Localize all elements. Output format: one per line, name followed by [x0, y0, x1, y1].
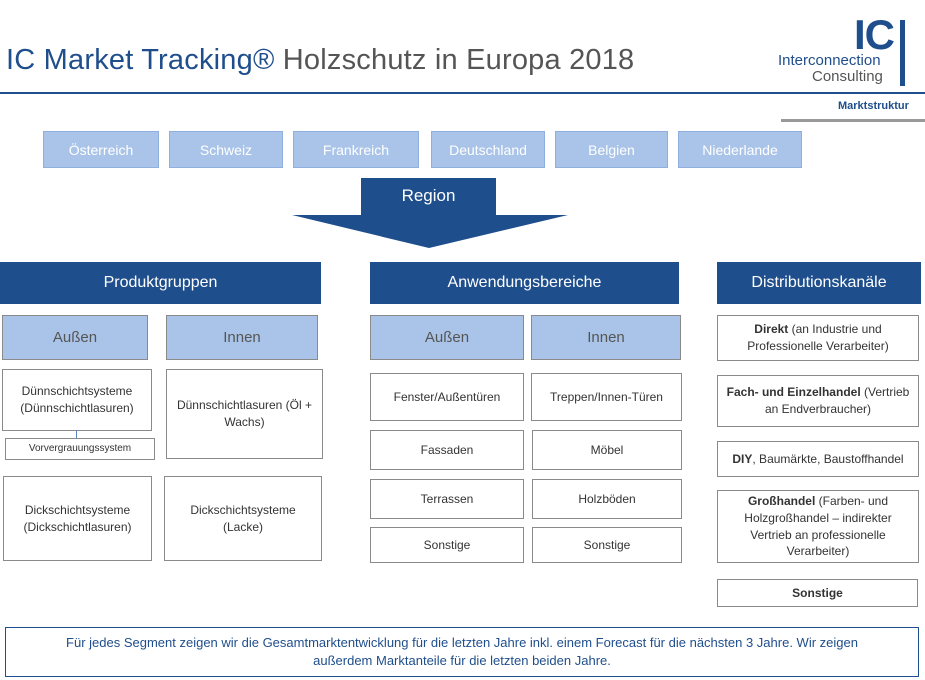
country-niederlande: Niederlande	[678, 131, 802, 168]
box-dickschichtsysteme-lacke: Dickschichtsysteme (Lacke)	[164, 476, 322, 561]
box-vorvergrauungssystem: Vorvergrauungssystem	[5, 438, 155, 460]
grosshandel-rest: (Farben- und Holzgroßhandel – indirekter Vertrieb an professionelle Verarbeiter)	[744, 493, 892, 559]
fach-einzelhandel-rest: (Vertrieb an Endverbraucher)	[764, 385, 910, 416]
distribution-sonstige-bold: Sonstige	[792, 585, 843, 600]
header-anwendungsbereiche: Anwendungsbereiche	[370, 262, 679, 304]
country-belgien: Belgien	[555, 131, 668, 168]
region-label: Region	[401, 186, 456, 205]
diy-text	[732, 451, 903, 468]
diy-bold: DIY	[732, 451, 753, 466]
direkt-text	[724, 321, 912, 355]
box-dickschichtsysteme-lasuren: Dickschichtsysteme (Dickschichtlasuren)	[3, 476, 152, 561]
box-duennschichtlasuren-oel-wachs: Dünnschichtlasuren (Öl + Wachs)	[166, 369, 323, 459]
logo-text-line2: Consulting	[812, 68, 883, 85]
diy-rest: , Baumärkte, Baustoffhandel	[752, 451, 904, 466]
country-schweiz: Schweiz	[169, 131, 283, 168]
country-deutschland: Deutschland	[431, 131, 545, 168]
logo-bar	[900, 20, 905, 86]
box-moebel: Möbel	[532, 430, 682, 470]
grosshandel-text	[724, 493, 912, 560]
distribution-sonstige-text	[792, 585, 843, 602]
section-label: Marktstruktur	[838, 100, 909, 112]
page-title	[6, 44, 634, 77]
box-holzboeden: Holzböden	[532, 479, 682, 519]
header-produktgruppen: Produktgruppen	[0, 262, 321, 304]
title-brand: IC Market Tracking®	[6, 44, 275, 76]
logo-text-line1: Interconnection	[778, 52, 881, 69]
fach-einzelhandel-text	[724, 384, 912, 418]
sub-anwendung-aussen: Außen	[370, 315, 524, 360]
country-frankreich: Frankreich	[293, 131, 419, 168]
box-fassaden: Fassaden	[370, 430, 524, 470]
box-grosshandel	[717, 490, 919, 563]
header-distributionskanaele: Distributionskanäle	[717, 262, 921, 304]
section-rule	[781, 119, 925, 122]
connector-line	[76, 430, 77, 438]
box-diy	[717, 441, 919, 477]
sub-anwendung-innen: Innen	[531, 315, 681, 360]
box-direkt	[717, 315, 919, 361]
box-fenster-aussentueren: Fenster/Außentüren	[370, 373, 524, 421]
box-treppen-innentueren: Treppen/Innen-Türen	[531, 373, 682, 421]
logo-mark: IC	[854, 11, 894, 58]
sub-produkt-innen: Innen	[166, 315, 318, 360]
footer-note: Für jedes Segment zeigen wir die Gesamtmarktentwicklung für die letzten Jahre inkl. einem Forecast für die nächsten 3 Jahre. Wir zeigen außerdem Marktanteile für die letzten beiden Jahre.	[5, 627, 919, 677]
box-innen-sonstige: Sonstige	[532, 527, 682, 563]
box-distribution-sonstige	[717, 579, 918, 607]
country-oesterreich: Österreich	[43, 131, 159, 168]
direkt-bold: Direkt	[754, 322, 789, 337]
box-fach-einzelhandel	[717, 375, 919, 427]
box-aussen-sonstige: Sonstige	[370, 527, 524, 563]
title-rule	[0, 92, 925, 94]
fach-einzelhandel-bold: Fach- und Einzelhandel	[726, 385, 861, 400]
sub-produkt-aussen: Außen	[2, 315, 148, 360]
title-subject: Holzschutz in Europa 2018	[282, 44, 635, 76]
box-terrassen: Terrassen	[370, 479, 524, 519]
grosshandel-bold: Großhandel	[747, 493, 816, 508]
direkt-rest: (an Industrie und Professionelle Verarbeiter)	[747, 322, 889, 353]
box-duennschichtsysteme: Dünnschichtsysteme (Dünnschichtlasuren)	[2, 369, 152, 431]
